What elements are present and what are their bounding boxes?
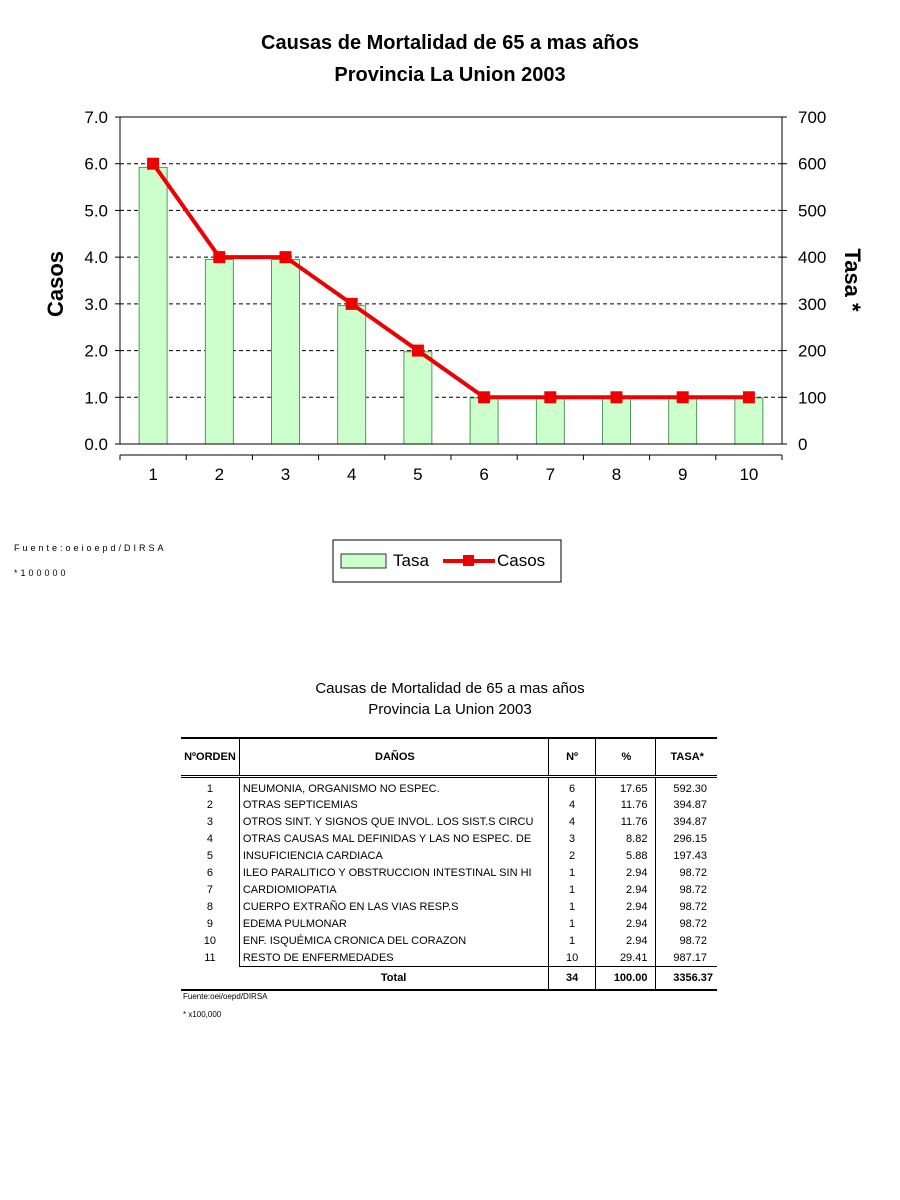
y2-tick-label: 400 [798, 248, 827, 268]
row-dano: OTROS SINT. Y SIGNOS QUE INVOL. LOS SIST.S CIRCU [239, 813, 548, 830]
row-n: 4 [548, 796, 595, 813]
table-row [181, 796, 717, 813]
y-tick-label: 4.0 [84, 248, 108, 268]
table-row [181, 864, 717, 881]
row-n: 2 [548, 847, 595, 864]
y2-tick-label: 0 [798, 435, 808, 454]
tasa-bar [735, 398, 763, 444]
x-tick-label: 3 [280, 465, 291, 484]
header-pct: % [596, 738, 656, 777]
legend [333, 540, 561, 582]
tasa-bar [603, 398, 631, 444]
casos-point [280, 251, 292, 263]
table-title-block [0, 678, 900, 720]
row-tasa: 98.72 [656, 864, 717, 881]
y-tick-label: 1.0 [84, 388, 108, 408]
row-tasa: 98.72 [656, 915, 717, 932]
row-orden: 1 [206, 783, 213, 795]
row-dano: NEUMONIA, ORGANISMO NO ESPEC. [239, 777, 548, 797]
row-dano: CARDIOMIOPATIA [239, 881, 548, 898]
row-n: 4 [548, 813, 595, 830]
legend-casos-marker [463, 555, 474, 566]
tasa-bar [536, 398, 564, 444]
tasa-bar [470, 398, 498, 444]
y-axis-label: Casos [43, 250, 68, 318]
y2-tick-label: 500 [798, 201, 827, 221]
row-pct: 5.88 [596, 847, 656, 864]
casos-point [743, 391, 755, 403]
row-dano: ILEO PARALITICO Y OBSTRUCCION INTESTINAL SIN HI [239, 864, 548, 881]
x-tick-label: 2 [214, 465, 225, 484]
row-pct: 11.76 [596, 813, 656, 830]
row-pct: 2.94 [596, 932, 656, 949]
casos-point [478, 391, 490, 403]
table-factor-note: * x100,000 [183, 1010, 222, 1019]
row-n: 1 [548, 898, 595, 915]
row-n: 1 [548, 864, 595, 881]
x-tick-label: 9 [677, 465, 688, 484]
row-dano: OTRAS SEPTICEMIAS [239, 796, 548, 813]
table-row [181, 881, 717, 898]
table-title: Causas de Mortalidad de 65 a mas años [315, 680, 585, 697]
row-orden: 6 [206, 866, 213, 879]
row-pct: 2.94 [596, 864, 656, 881]
chart-factor-note: *100000 [14, 568, 69, 578]
chart-subtitle: Provincia La Union 2003 [334, 64, 566, 86]
table-total-row [181, 967, 717, 991]
row-orden: 5 [206, 849, 213, 862]
y-tick-label: 5.0 [84, 201, 108, 221]
casos-point [611, 391, 623, 403]
axes [84, 108, 826, 484]
x-tick-label: 4 [346, 465, 357, 484]
row-orden: 9 [206, 917, 213, 930]
table-row [181, 915, 717, 932]
y2-axis-label: Tasa * [840, 248, 865, 312]
row-dano: RESTO DE ENFERMEDADES [239, 949, 548, 967]
casos-point [346, 298, 358, 310]
tasa-bar [272, 260, 300, 444]
row-tasa: 987.17 [656, 949, 717, 967]
header-orden: NºORDEN [181, 738, 239, 777]
row-n: 1 [548, 881, 595, 898]
casos-point [147, 158, 159, 170]
casos-point [213, 251, 225, 263]
chart-title: Causas de Mortalidad de 65 a mas años [261, 32, 639, 54]
row-orden: 4 [206, 832, 213, 845]
x-tick-label: 10 [739, 465, 759, 484]
tasa-bars [139, 167, 763, 444]
table-row [181, 813, 717, 830]
total-orden [181, 967, 239, 991]
tasa-bar [404, 352, 432, 444]
row-n: 10 [548, 949, 595, 967]
table-row [181, 898, 717, 915]
row-dano: EDEMA PULMONAR [239, 915, 548, 932]
row-n: 1 [548, 915, 595, 932]
table-header-row [181, 738, 717, 777]
row-tasa: 394.87 [656, 796, 717, 813]
total-pct: 100.00 [596, 967, 656, 991]
table-subtitle: Provincia La Union 2003 [368, 701, 532, 718]
casos-point [677, 391, 689, 403]
table-row [181, 847, 717, 864]
row-pct: 11.76 [596, 796, 656, 813]
row-n: 3 [548, 830, 595, 847]
row-orden: 7 [206, 883, 213, 896]
mortality-table [181, 737, 717, 991]
row-orden: 2 [206, 798, 213, 811]
row-pct: 29.41 [596, 949, 656, 967]
row-pct: 2.94 [596, 881, 656, 898]
casos-line [147, 158, 755, 404]
row-orden: 11 [204, 951, 216, 964]
row-dano: INSUFICIENCIA CARDIACA [239, 847, 548, 864]
header-dano: DAÑOS [239, 738, 548, 777]
table-row [181, 830, 717, 847]
chart-source-note: Fuente:oeioepd/DIRSA [14, 543, 167, 553]
row-dano: OTRAS CAUSAS MAL DEFINIDAS Y LAS NO ESPEC. DE [239, 830, 548, 847]
row-orden: 8 [206, 900, 213, 913]
row-tasa: 98.72 [656, 932, 717, 949]
row-tasa: 296.15 [656, 830, 717, 847]
tasa-bar [205, 260, 233, 444]
y2-tick-label: 700 [798, 108, 827, 127]
legend-casos-label: Casos [497, 551, 546, 570]
tasa-bar [139, 167, 167, 444]
row-pct: 17.65 [596, 777, 656, 797]
total-label: Total [239, 967, 548, 991]
row-pct: 2.94 [596, 915, 656, 932]
row-orden: 3 [206, 815, 213, 828]
y-tick-label: 2.0 [84, 341, 108, 361]
row-dano: CUERPO EXTRAÑO EN LAS VIAS RESP.S [239, 898, 548, 915]
x-tick-label: 7 [545, 465, 556, 484]
y-tick-label: 0.0 [84, 435, 108, 454]
row-n: 6 [548, 777, 595, 797]
row-tasa: 98.72 [656, 898, 717, 915]
total-n: 34 [548, 967, 595, 991]
y2-tick-label: 300 [798, 294, 827, 314]
row-tasa: 592.30 [656, 777, 717, 797]
table-row [181, 949, 717, 967]
header-n: Nº [548, 738, 595, 777]
y-tick-label: 7.0 [84, 108, 108, 127]
row-n: 1 [548, 932, 595, 949]
x-tick-label: 5 [413, 465, 423, 484]
casos-point [412, 345, 424, 357]
x-tick-label: 1 [148, 465, 158, 484]
table-source-note: Fuente:oei/oepd/DIRSA [183, 992, 268, 1001]
casos-point [544, 391, 556, 403]
row-orden: 10 [203, 934, 217, 947]
y2-tick-label: 100 [798, 388, 827, 408]
legend-tasa-label: Tasa [393, 551, 429, 570]
x-tick-label: 8 [611, 465, 622, 484]
row-pct: 8.82 [596, 830, 656, 847]
row-tasa: 197.43 [656, 847, 717, 864]
row-dano: ENF. ISQUÉMICA CRONICA DEL CORAZON [239, 932, 548, 949]
table-row [181, 777, 717, 797]
tasa-bar [338, 306, 366, 444]
x-tick-label: 6 [479, 465, 489, 484]
legend-tasa-swatch [341, 554, 386, 568]
tasa-bar [669, 398, 697, 444]
y-tick-label: 3.0 [84, 294, 108, 314]
row-pct: 2.94 [596, 898, 656, 915]
y2-tick-label: 600 [798, 154, 827, 174]
y-tick-label: 6.0 [84, 154, 108, 174]
row-tasa: 394.87 [656, 813, 717, 830]
casos-series-line [153, 164, 749, 398]
row-tasa: 98.72 [656, 881, 717, 898]
table-row [181, 932, 717, 949]
y2-tick-label: 200 [798, 341, 827, 361]
header-tasa: TASA* [656, 738, 717, 777]
total-tasa: 3356.37 [656, 967, 717, 991]
